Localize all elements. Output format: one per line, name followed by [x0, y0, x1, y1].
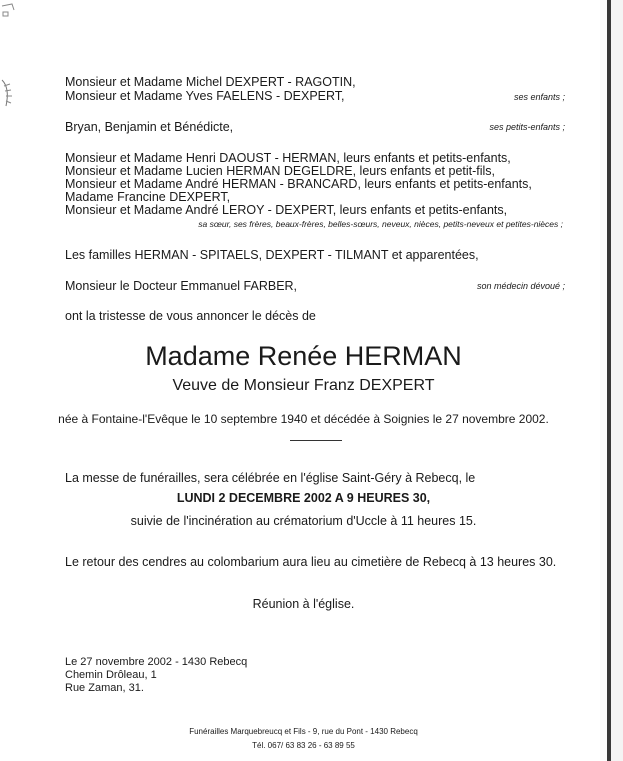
- ashes-line: Le retour des cendres au colombarium aura lieu au cimetière de Rebecq à 13 heures 30.: [65, 555, 557, 569]
- address-line-1: Le 27 novembre 2002 - 1430 Rebecq: [65, 656, 248, 668]
- doctor-note: son médecin dévoué ;: [476, 281, 565, 291]
- footer-line-1: Funérailles Marquebreucq et Fils - 9, rue du Pont - 1430 Rebecq: [189, 727, 418, 736]
- children-line-2: Monsieur et Madame Yves FAELENS - DEXPERT,: [65, 89, 345, 103]
- intro-line: ont la tristesse de vous annoncer le décès de: [65, 309, 316, 323]
- address-line-2: Chemin Drôleau, 1: [65, 669, 157, 681]
- siblings-note: sa sœur, ses frères, beaux-frères, belles-sœurs, neveux, nièces, petits-neveux et petites-nièces ;: [198, 219, 563, 229]
- children-line-1: Monsieur et Madame Michel DEXPERT - RAGOTIN,: [65, 75, 356, 89]
- siblings-line-4: Madame Francine DEXPERT,: [65, 190, 231, 204]
- siblings-line-2: Monsieur et Madame Lucien HERMAN DEGELDRE, leurs enfants et petit-fils,: [65, 164, 496, 178]
- families-line: Les familles HERMAN - SPITAELS, DEXPERT - TILMANT et apparentées,: [65, 248, 479, 262]
- children-note: ses enfants ;: [513, 92, 565, 102]
- mass-line: La messe de funérailles, sera célébrée en l'église Saint-Géry à Rebecq, le: [65, 471, 476, 485]
- page-edge-shadow: [611, 0, 623, 761]
- reunion-line: Réunion à l'église.: [252, 597, 355, 611]
- doctor-line: Monsieur le Docteur Emmanuel FARBER,: [65, 279, 298, 293]
- grandchildren-note: ses petits-enfants ;: [489, 122, 565, 132]
- siblings-line-5: Monsieur et Madame André LEROY - DEXPERT, leurs enfants et petits-enfants,: [65, 203, 508, 217]
- divider: [290, 440, 342, 441]
- scan-mark-top: [0, 0, 18, 18]
- birth-death-line: née à Fontaine-l'Evêque le 10 septembre 1940 et décédée à Soignies le 27 novembre 2002.: [58, 412, 549, 426]
- deceased-subtitle: Veuve de Monsieur Franz DEXPERT: [172, 377, 435, 394]
- scan-mark-fern-icon: [0, 78, 16, 108]
- cremation-line: suivie de l'incinération au crématorium d'Uccle à 11 heures 15.: [130, 514, 477, 528]
- address-line-3: Rue Zaman, 31.: [65, 682, 144, 694]
- deceased-name: Madame Renée HERMAN: [145, 341, 462, 371]
- grandchildren-line: Bryan, Benjamin et Bénédicte,: [65, 120, 234, 134]
- siblings-line-1: Monsieur et Madame Henri DAOUST - HERMAN, leurs enfants et petits-enfants,: [65, 151, 511, 165]
- siblings-line-3: Monsieur et Madame André HERMAN - BRANCARD, leurs enfants et petits-enfants,: [65, 177, 532, 191]
- mass-date: LUNDI 2 DECEMBRE 2002 A 9 HEURES 30,: [176, 491, 431, 505]
- footer-line-2: Tél. 067/ 63 83 26 - 63 89 55: [252, 741, 355, 750]
